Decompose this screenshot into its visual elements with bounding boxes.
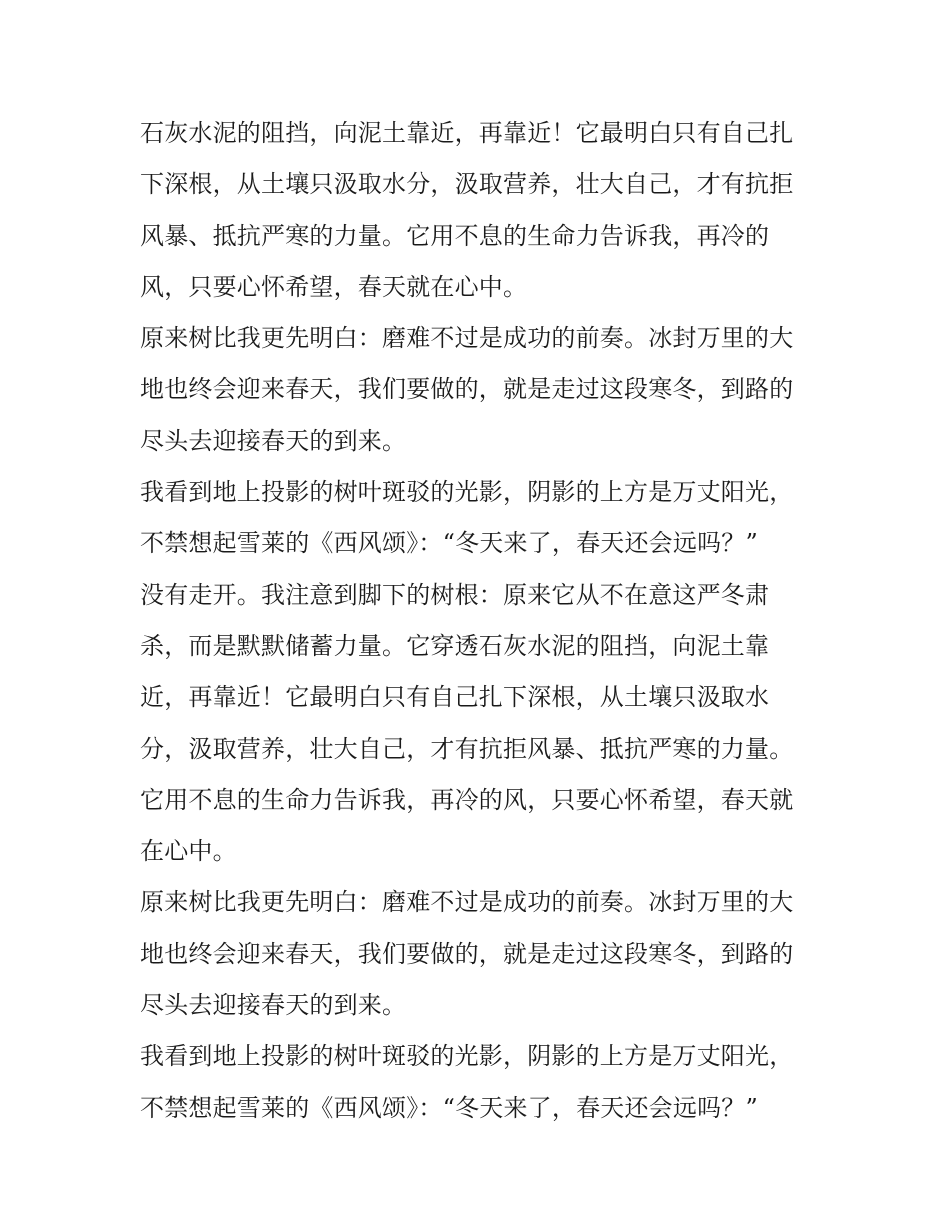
text-line: 原来树比我更先明白：磨难不过是成功的前奏。冰封万里的大 (140, 888, 794, 917)
text-line: 下深根，从土壤只汲取水分，汲取营养，壮大自己，才有抗拒 (140, 170, 794, 199)
text-line: 尽头去迎接春天的到来。 (140, 426, 407, 455)
text-line: 在心中。 (140, 837, 237, 866)
text-line: 不禁想起雪莱的《西风颂》：“冬天来了，春天还会远吗？” (140, 1093, 758, 1122)
text-line: 近，再靠近！它最明白只有自己扎下深根，从土壤只汲取水 (140, 683, 770, 712)
body-text (140, 108, 830, 1134)
text-line: 它用不息的生命力告诉我，再冷的风，只要心怀希望，春天就 (140, 785, 794, 814)
text-line: 地也终会迎来春天，我们要做的，就是走过这段寒冬，到路的 (140, 375, 794, 404)
text-line: 尽头去迎接春天的到来。 (140, 991, 407, 1020)
text-line: 我看到地上投影的树叶斑驳的光影，阴影的上方是万丈阳光， (140, 1042, 794, 1071)
text-line: 石灰水泥的阻挡，向泥土靠近，再靠近！它最明白只有自己扎 (140, 119, 794, 147)
text-line: 地也终会迎来春天，我们要做的，就是走过这段寒冬，到路的 (140, 939, 794, 968)
text-line: 原来树比我更先明白：磨难不过是成功的前奏。冰封万里的大 (140, 324, 794, 353)
text-line: 风，只要心怀希望，春天就在心中。 (140, 272, 528, 301)
text-line: 我看到地上投影的树叶斑驳的光影，阴影的上方是万丈阳光， (140, 478, 794, 507)
text-line: 没有走开。我注意到脚下的树根：原来它从不在意这严冬肃 (140, 580, 770, 609)
text-line: 杀，而是默默储蓄力量。它穿透石灰水泥的阻挡，向泥土靠 (140, 631, 770, 660)
text-line: 分，汲取营养，壮大自己，才有抗拒风暴、抵抗严寒的力量。 (140, 734, 794, 763)
text-line: 风暴、抵抗严寒的力量。它用不息的生命力告诉我，再冷的 (140, 221, 770, 250)
text-line: 不禁想起雪莱的《西风颂》：“冬天来了，春天还会远吗？” (140, 529, 758, 558)
